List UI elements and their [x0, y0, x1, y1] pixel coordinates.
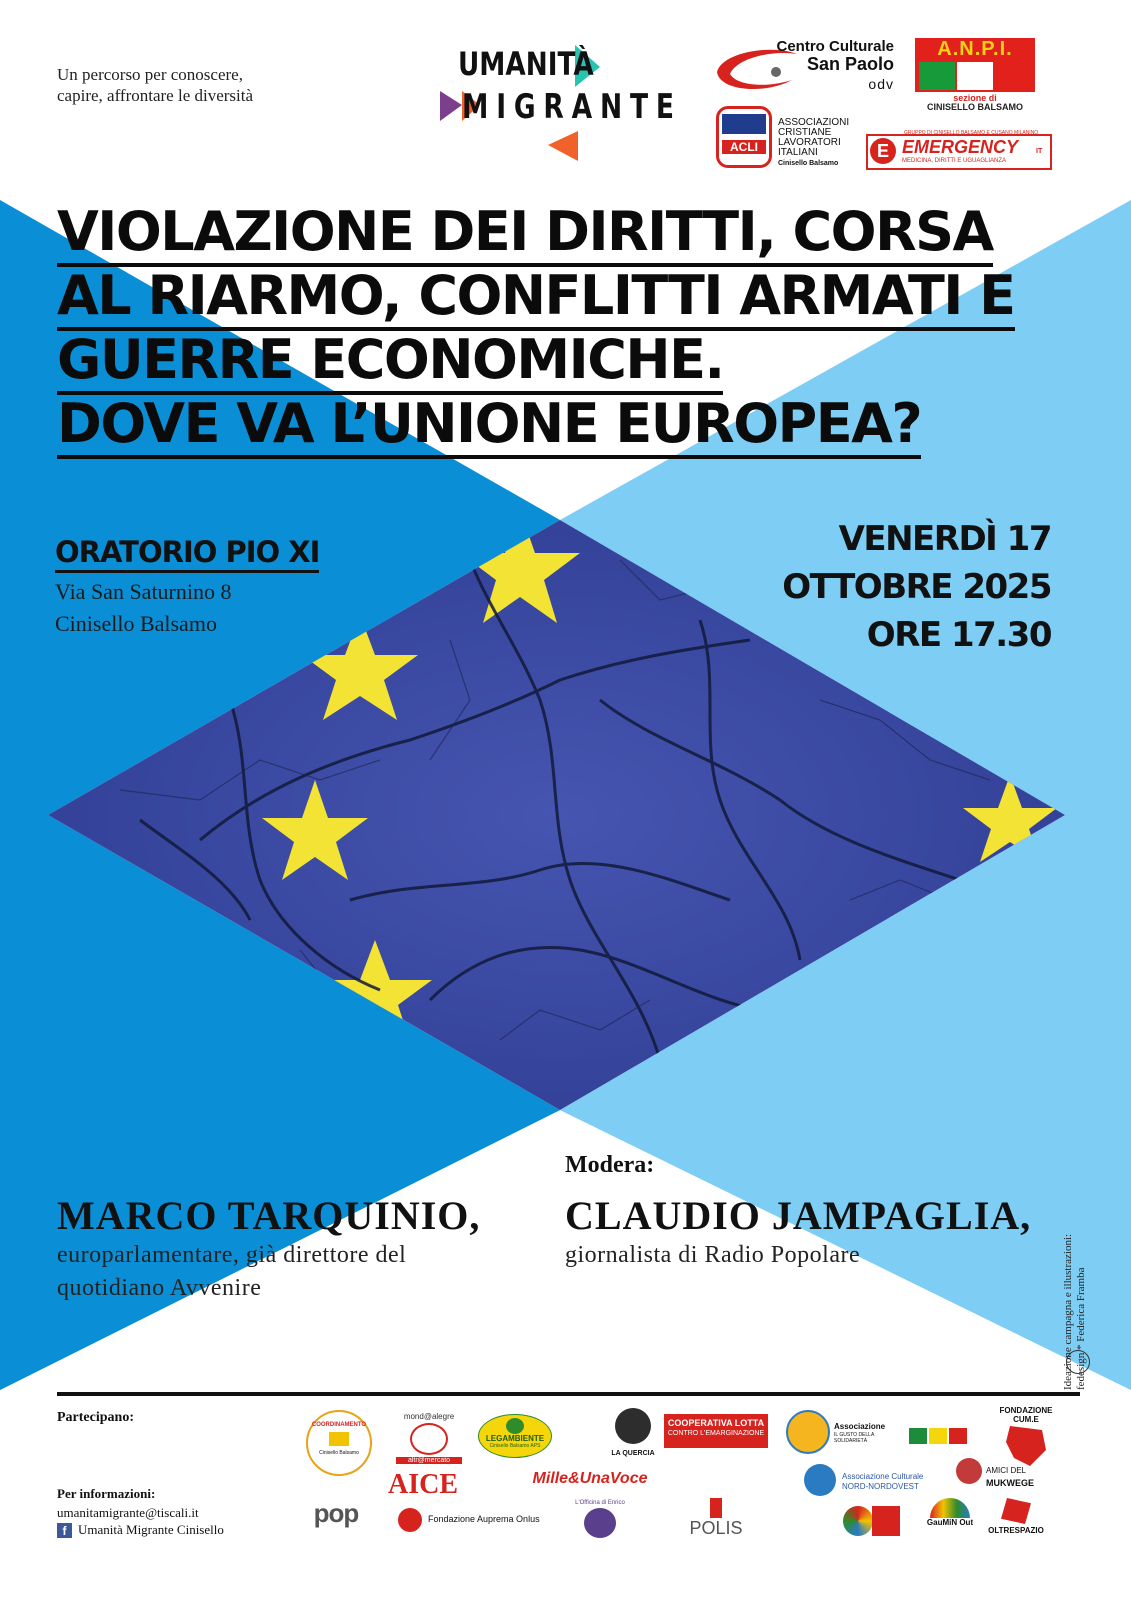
participants-label: Partecipano: [57, 1410, 134, 1425]
acli-l1: ASSOCIAZIONI [778, 117, 850, 128]
title-line: DOVE VA L’UNIONE EUROPEA? [57, 392, 1077, 456]
logo-la-quercia: LA QUERCIA [608, 1408, 658, 1466]
venue-name: ORATORIO PIO XI [55, 534, 319, 573]
centro-line1: Centro Culturale [776, 38, 894, 55]
footer-divider [57, 1392, 1080, 1396]
designer-signature-icon [1066, 1350, 1090, 1374]
facebook-icon: f [57, 1523, 72, 1538]
logo-gaumin-out: GauMiN Out [926, 1498, 974, 1540]
logo-fondazione-cume: FONDAZIONE CUM.E [996, 1406, 1056, 1468]
flag-red [995, 62, 1031, 90]
logo-caritas [872, 1506, 900, 1536]
acli-l5: Cinisello Balsamo [778, 160, 839, 167]
venue-address [55, 576, 232, 640]
credit-line1: Ideazione campagna e illustrazioni: [1062, 1233, 1074, 1390]
date-month: OTTOBRE 2025 [782, 567, 1051, 607]
event-date [782, 515, 1051, 659]
title-line: GUERRE ECONOMICHE. [57, 328, 1077, 392]
acli-badge: ACLI [722, 140, 766, 154]
logo-nord-nordovest: Associazione Culturale NORD-NORDOVEST [804, 1462, 934, 1498]
facebook-label: Umanità Migrante Cinisello [78, 1522, 224, 1537]
logo-mondo-alegre: mond@alegre altr@mercato [396, 1412, 462, 1472]
moderator-label: Modera: [565, 1152, 655, 1178]
anpi-sub2: CINISELLO BALSAMO [927, 102, 1023, 112]
centro-line2: San Paolo [806, 54, 894, 74]
date-day: VENERDÌ 17 [838, 519, 1051, 559]
title-line: AL RIARMO, CONFLITTI ARMATI E [57, 264, 1077, 328]
brand-line2: MIGRANTE [462, 87, 682, 127]
logo-officina-enrico: L'Officina di Enrico [570, 1500, 630, 1550]
logo-flags [906, 1420, 970, 1454]
acli-icon [722, 114, 766, 134]
emergency-e-icon: E [870, 138, 896, 164]
flag-green [919, 62, 955, 90]
emergency-it: IT [1036, 148, 1043, 155]
acli-logo [716, 106, 866, 174]
info-email[interactable]: umanitamigrante@tiscali.it [57, 1505, 199, 1520]
logo-oltrespazio: OLTRESPAZIO [984, 1498, 1048, 1540]
venue-city: Cinisello Balsamo [55, 611, 217, 636]
anpi-sub1: sezione di [953, 93, 997, 103]
centro-culturale-logo [712, 36, 902, 96]
tagline: Un percorso per conoscere, capire, affrontare le diversità [57, 65, 254, 105]
venue-street: Via San Saturnino 8 [55, 579, 232, 604]
anpi-logo [915, 38, 1037, 112]
logo-gusto-solidarieta: Associazione IL GUSTO DELLA SOLIDARIETÀ [786, 1410, 896, 1458]
flag-white [957, 62, 993, 90]
logo-coordinamento: COORDINAMENTO Cinisello Balsamo [306, 1410, 372, 1476]
centro-line3: odv [868, 76, 894, 92]
title-line: VIOLAZIONE DEI DIRITTI, CORSA [57, 200, 1077, 264]
moderator-name: CLAUDIO JAMPAGLIA, [565, 1193, 1032, 1238]
logo-mille-una-voce: Mille&UnaVoce [532, 1470, 648, 1487]
acli-l2: CRISTIANE [778, 127, 832, 138]
info-label: Per informazioni: [57, 1486, 156, 1501]
logo-aice: AICE [387, 1469, 458, 1500]
emergency-logo [866, 130, 1052, 172]
credit-line2: fedesign * Federica Framba [1075, 1267, 1087, 1390]
logo-polis: POLIS [684, 1490, 748, 1526]
acli-l3: LAVORATORI [778, 137, 841, 148]
date-time: ORE 17.30 [866, 615, 1051, 655]
logo-fondazione-auprema: Fondazione Auprema Onlus [398, 1506, 548, 1536]
main-title [57, 200, 1077, 456]
info-facebook[interactable] [57, 1522, 224, 1538]
logo-pop: pop [313, 1498, 359, 1528]
logo-cooperativa-lotta: COOPERATIVA LOTTA CONTRO L'EMARGINAZIONE [664, 1414, 768, 1448]
logo-amici-mukwege: AMICI DEL MUKWEGE [956, 1456, 1046, 1496]
brand-line1: UMANITÀ [458, 45, 594, 83]
umanita-migrante-logo [440, 45, 700, 165]
emergency-sub: MEDICINA, DIRITTI E UGUAGLIANZA [902, 158, 1007, 164]
anpi-name: A.N.P.I. [937, 38, 1013, 60]
speaker-name: MARCO TARQUINIO, [57, 1193, 481, 1238]
speaker-role: europarlamentare, già direttore del quotidiano Avvenire [57, 1242, 407, 1301]
moderator-role: giornalista di Radio Popolare [565, 1242, 861, 1268]
acli-l4: ITALIANI [778, 147, 818, 158]
emergency-top: GRUPPO DI CINISELLO BALSAMO E CUSANO MILANINO [904, 130, 1039, 136]
logo-legambiente: LEGAMBIENTE Cinisello Balsamo APS [478, 1414, 552, 1458]
emergency-name: EMERGENCY [902, 137, 1019, 157]
